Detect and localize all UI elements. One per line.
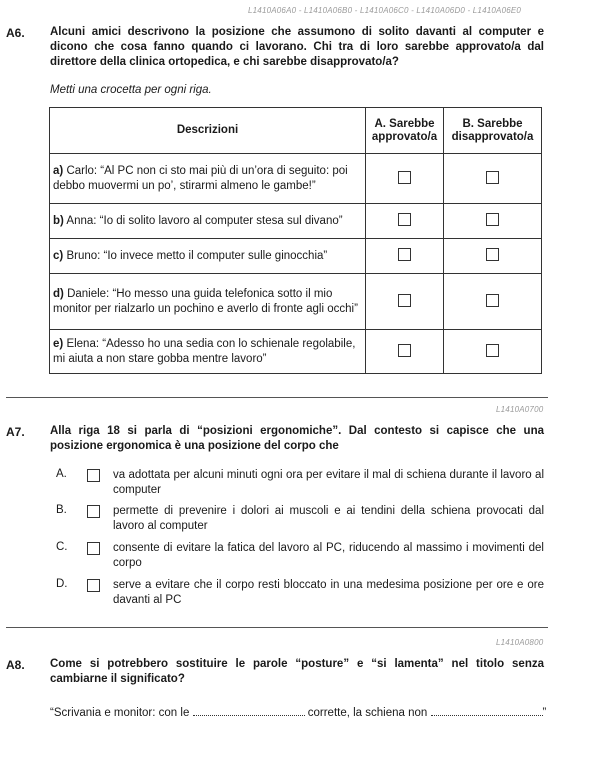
divider [6, 627, 548, 628]
checkbox-disapproved[interactable] [486, 344, 499, 357]
option-letter: B. [56, 504, 67, 516]
option-letter: A. [56, 468, 67, 480]
fill-text-part2: corrette, la schiena non [307, 707, 428, 719]
table-row [50, 330, 542, 374]
option-text: va adottata per alcuni minuti ogni ora per evitare il mal di schiena durante il lavoro al computer [113, 469, 544, 496]
option-checkbox[interactable] [87, 469, 100, 482]
table-row [50, 204, 542, 239]
row-description: a) Carlo: “Al PC non ci sto mai più di un’ora di seguito: poi debbo muovermi un po’, stirarmi almeno le gambe!” [50, 154, 366, 204]
checkbox-approved[interactable] [398, 171, 411, 184]
column-header-approved: A. Sarebbe approvato/a [366, 108, 444, 154]
row-description: e) Elena: “Adesso ho una sedia con lo schienale regolabile, mi aiuta a non stare gobba mentre lavoro” [50, 330, 366, 374]
column-header-disapproved: B. Sarebbe disapprovato/a [444, 108, 542, 154]
row-description: d) Daniele: “Ho messo una guida telefonica sotto il mio monitor per rialzarlo un pochino e averlo di fronte agli occhi” [50, 274, 366, 330]
checkbox-disapproved[interactable] [486, 294, 499, 307]
option-checkbox[interactable] [87, 542, 100, 555]
checkbox-disapproved[interactable] [486, 171, 499, 184]
checkbox-disapproved[interactable] [486, 248, 499, 261]
question-text: Alla riga 18 si parla di “posizioni ergonomiche”. Dal contesto si capisce che una posizione ergonomica è una posizione del corpo che [50, 425, 544, 452]
blank-field-2[interactable] [431, 715, 543, 716]
column-header-descriptions: Descrizioni [50, 108, 366, 154]
table-row [50, 239, 542, 274]
option-text: permette di prevenire i dolori ai muscoli e ai tendini della schiena provocati dal lavoro al computer [113, 505, 544, 532]
question-code: L1410A0700 [496, 405, 544, 414]
checkbox-approved[interactable] [398, 294, 411, 307]
option-text: serve a evitare che il corpo resti bloccato in una medesima posizione per ore e ore davanti al PC [113, 579, 544, 606]
option-checkbox[interactable] [87, 505, 100, 518]
option-text: consente di evitare la fatica del lavoro al PC, riducendo al massimo i movimenti del corpo [113, 542, 544, 569]
question-number: A6. [6, 26, 25, 40]
question-text: Come si potrebbero sostituire le parole “posture” e “si lamenta” nel titolo senza cambiarne il significato? [50, 658, 544, 685]
fill-text-part1: “Scrivania e monitor: con le [50, 707, 190, 719]
option-letter: D. [56, 578, 68, 590]
option-checkbox[interactable] [87, 579, 100, 592]
option-letter: C. [56, 541, 68, 553]
row-description: c) Bruno: “Io invece metto il computer sulle ginocchia” [50, 239, 366, 274]
row-description: b) Anna: “Io di solito lavoro al computer stesa sul divano” [50, 204, 366, 239]
checkbox-approved[interactable] [398, 213, 411, 226]
blank-field-1[interactable] [193, 715, 305, 716]
checkbox-disapproved[interactable] [486, 213, 499, 226]
checkbox-approved[interactable] [398, 344, 411, 357]
table-row [50, 154, 542, 204]
header-item-codes: L1410A06A0 - L1410A06B0 - L1410A06C0 - L1410A06D0 - L1410A06E0 [248, 6, 522, 15]
fill-text-end: ” [542, 707, 547, 719]
fill-in-sentence [50, 707, 546, 719]
checkbox-approved[interactable] [398, 248, 411, 261]
divider [6, 397, 548, 398]
question-number: A7. [6, 425, 25, 439]
question-text: Alcuni amici descrivono la posizione che assumono di solito davanti al computer e dicono che cosa fanno quando ci lavorano. Chi tra di loro sarebbe approvato/a dal direttore della clinica ortopedica, e chi sarebbe disapprovato/a? [50, 26, 544, 68]
question-code: L1410A0800 [496, 638, 544, 647]
question-number: A8. [6, 658, 25, 672]
instruction: Metti una crocetta per ogni riga. [50, 84, 212, 96]
table-row [50, 274, 542, 330]
answer-table [49, 107, 542, 374]
